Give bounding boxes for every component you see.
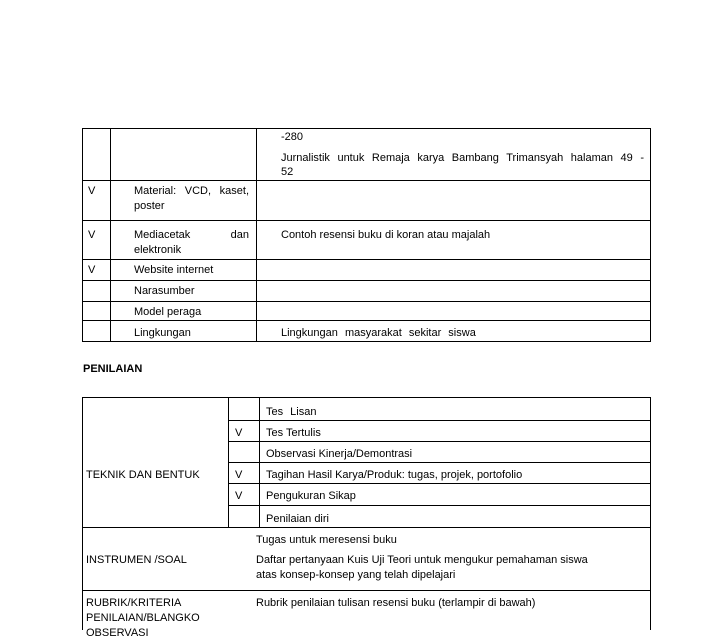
- instrumen-line: Tugas untuk meresensi buku: [256, 534, 397, 546]
- teknik-check-mark: V: [235, 427, 243, 439]
- section-heading-penilaian: PENILAIAN: [83, 363, 143, 375]
- media-item-line: Website internet: [134, 264, 214, 276]
- media-item-line: Model peraga: [134, 306, 202, 318]
- teknik-item-label: Tagihan Hasil Karya/Produk: tugas, projek, portofolio: [266, 469, 523, 481]
- teknik-item-label: Penilaian diri: [266, 513, 329, 525]
- rubrik-label-line: RUBRIK/KRITERIA: [86, 597, 182, 609]
- teknik-item-label: Observasi Kinerja/Demontrasi: [266, 448, 413, 460]
- instrumen-line: Daftar pertanyaan Kuis Uji Teori untuk mengukur pemahaman siswa: [256, 554, 588, 566]
- media-note-line: -280: [281, 131, 304, 143]
- media-item-line: Material: VCD, kaset,: [134, 185, 249, 197]
- media-note-line: Jurnalistik untuk Remaja karya Bambang Trimansyah halaman 49 -: [281, 152, 644, 164]
- media-item-line: elektronik: [134, 244, 182, 256]
- media-item-line: poster: [134, 200, 165, 212]
- media-item-line: Lingkungan: [134, 327, 191, 339]
- media-check-mark: V: [88, 229, 96, 241]
- rubrik-label-line: PENILAIAN/BLANGKO: [86, 612, 200, 624]
- teknik-dan-bentuk-label: TEKNIK DAN BENTUK: [86, 469, 200, 481]
- media-item-line: Mediacetak dan: [134, 229, 249, 241]
- media-note-line: Contoh resensi buku di koran atau majalah: [281, 229, 491, 241]
- rubrik-label-line: OBSERVASI: [86, 627, 149, 639]
- media-item-line: Narasumber: [134, 285, 195, 297]
- teknik-check-mark: V: [235, 490, 243, 502]
- teknik-item-label: Pengukuran Sikap: [266, 490, 356, 502]
- media-note-line: 52: [281, 166, 294, 178]
- teknik-item-label: Tes Lisan: [266, 406, 317, 418]
- instrumen-line: atas konsep-konsep yang telah dipelajari: [256, 569, 456, 581]
- teknik-item-label: Tes Tertulis: [266, 427, 321, 439]
- instrumen-soal-label: INSTRUMEN /SOAL: [86, 554, 187, 566]
- media-check-mark: V: [88, 264, 96, 276]
- teknik-check-mark: V: [235, 469, 243, 481]
- media-note-line: Lingkungan masyarakat sekitar siswa: [281, 327, 476, 339]
- rubrik-value: Rubrik penilaian tulisan resensi buku (terlampir di bawah): [256, 597, 536, 609]
- media-check-mark: V: [88, 185, 96, 197]
